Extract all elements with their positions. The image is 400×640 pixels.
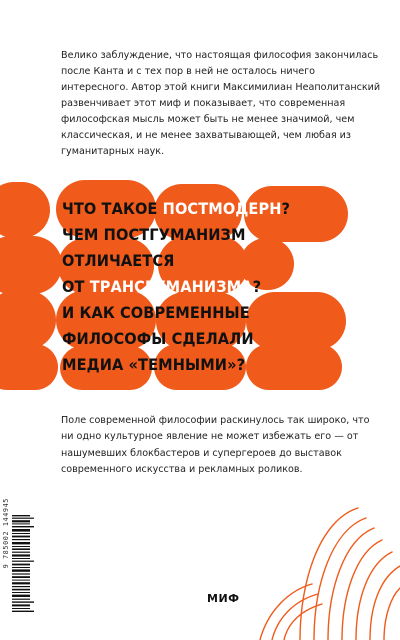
highlight-postmodern: ПОСТМОДЕРН (162, 199, 282, 218)
question-line-4: ОТ ТРАНСГУМАНИЗМА? (62, 277, 262, 296)
question-line-3: ОТЛИЧАЕТСЯ (62, 251, 175, 270)
isbn-digits: 9 785002 144945 (2, 498, 10, 569)
publisher-logo: МИФ (207, 592, 240, 605)
intro-paragraph: Велико заблуждение, что настоящая философия закончилась после Канта и с тех пор в ней не осталось ничего интересного. Автор этой книги Максимилиан Неаполитанский развенчивает этот миф и показывает, что современная философская мысль может быть не менее значимой, чем классическая, и не менее захватывающей, чем любая из гуманитарных наук. (61, 50, 381, 157)
question-line-1: ЧТО ТАКОЕ ПОСТМОДЕРН? (62, 199, 291, 218)
question-line-2: ЧЕМ ПОСТГУМАНИЗМ (62, 225, 246, 244)
question-line-7: МЕДИА «ТЕМНЫМИ»? (62, 355, 246, 374)
question-line-5: И КАК СОВРЕМЕННЫЕ (62, 303, 250, 322)
question-line-6: ФИЛОСОФЫ СДЕЛАЛИ (62, 329, 254, 348)
body-paragraph: Поле современной философии раскинулось так широко, что ни одно культурное явление не может избежать его — от нашумевших блокбастеров и супергероев до выставок современного искусства и рекламных роликов. (61, 415, 370, 475)
highlight-transhumanism: ТРАНСГУМАНИЗМА (89, 277, 253, 296)
question-headline (62, 196, 392, 378)
